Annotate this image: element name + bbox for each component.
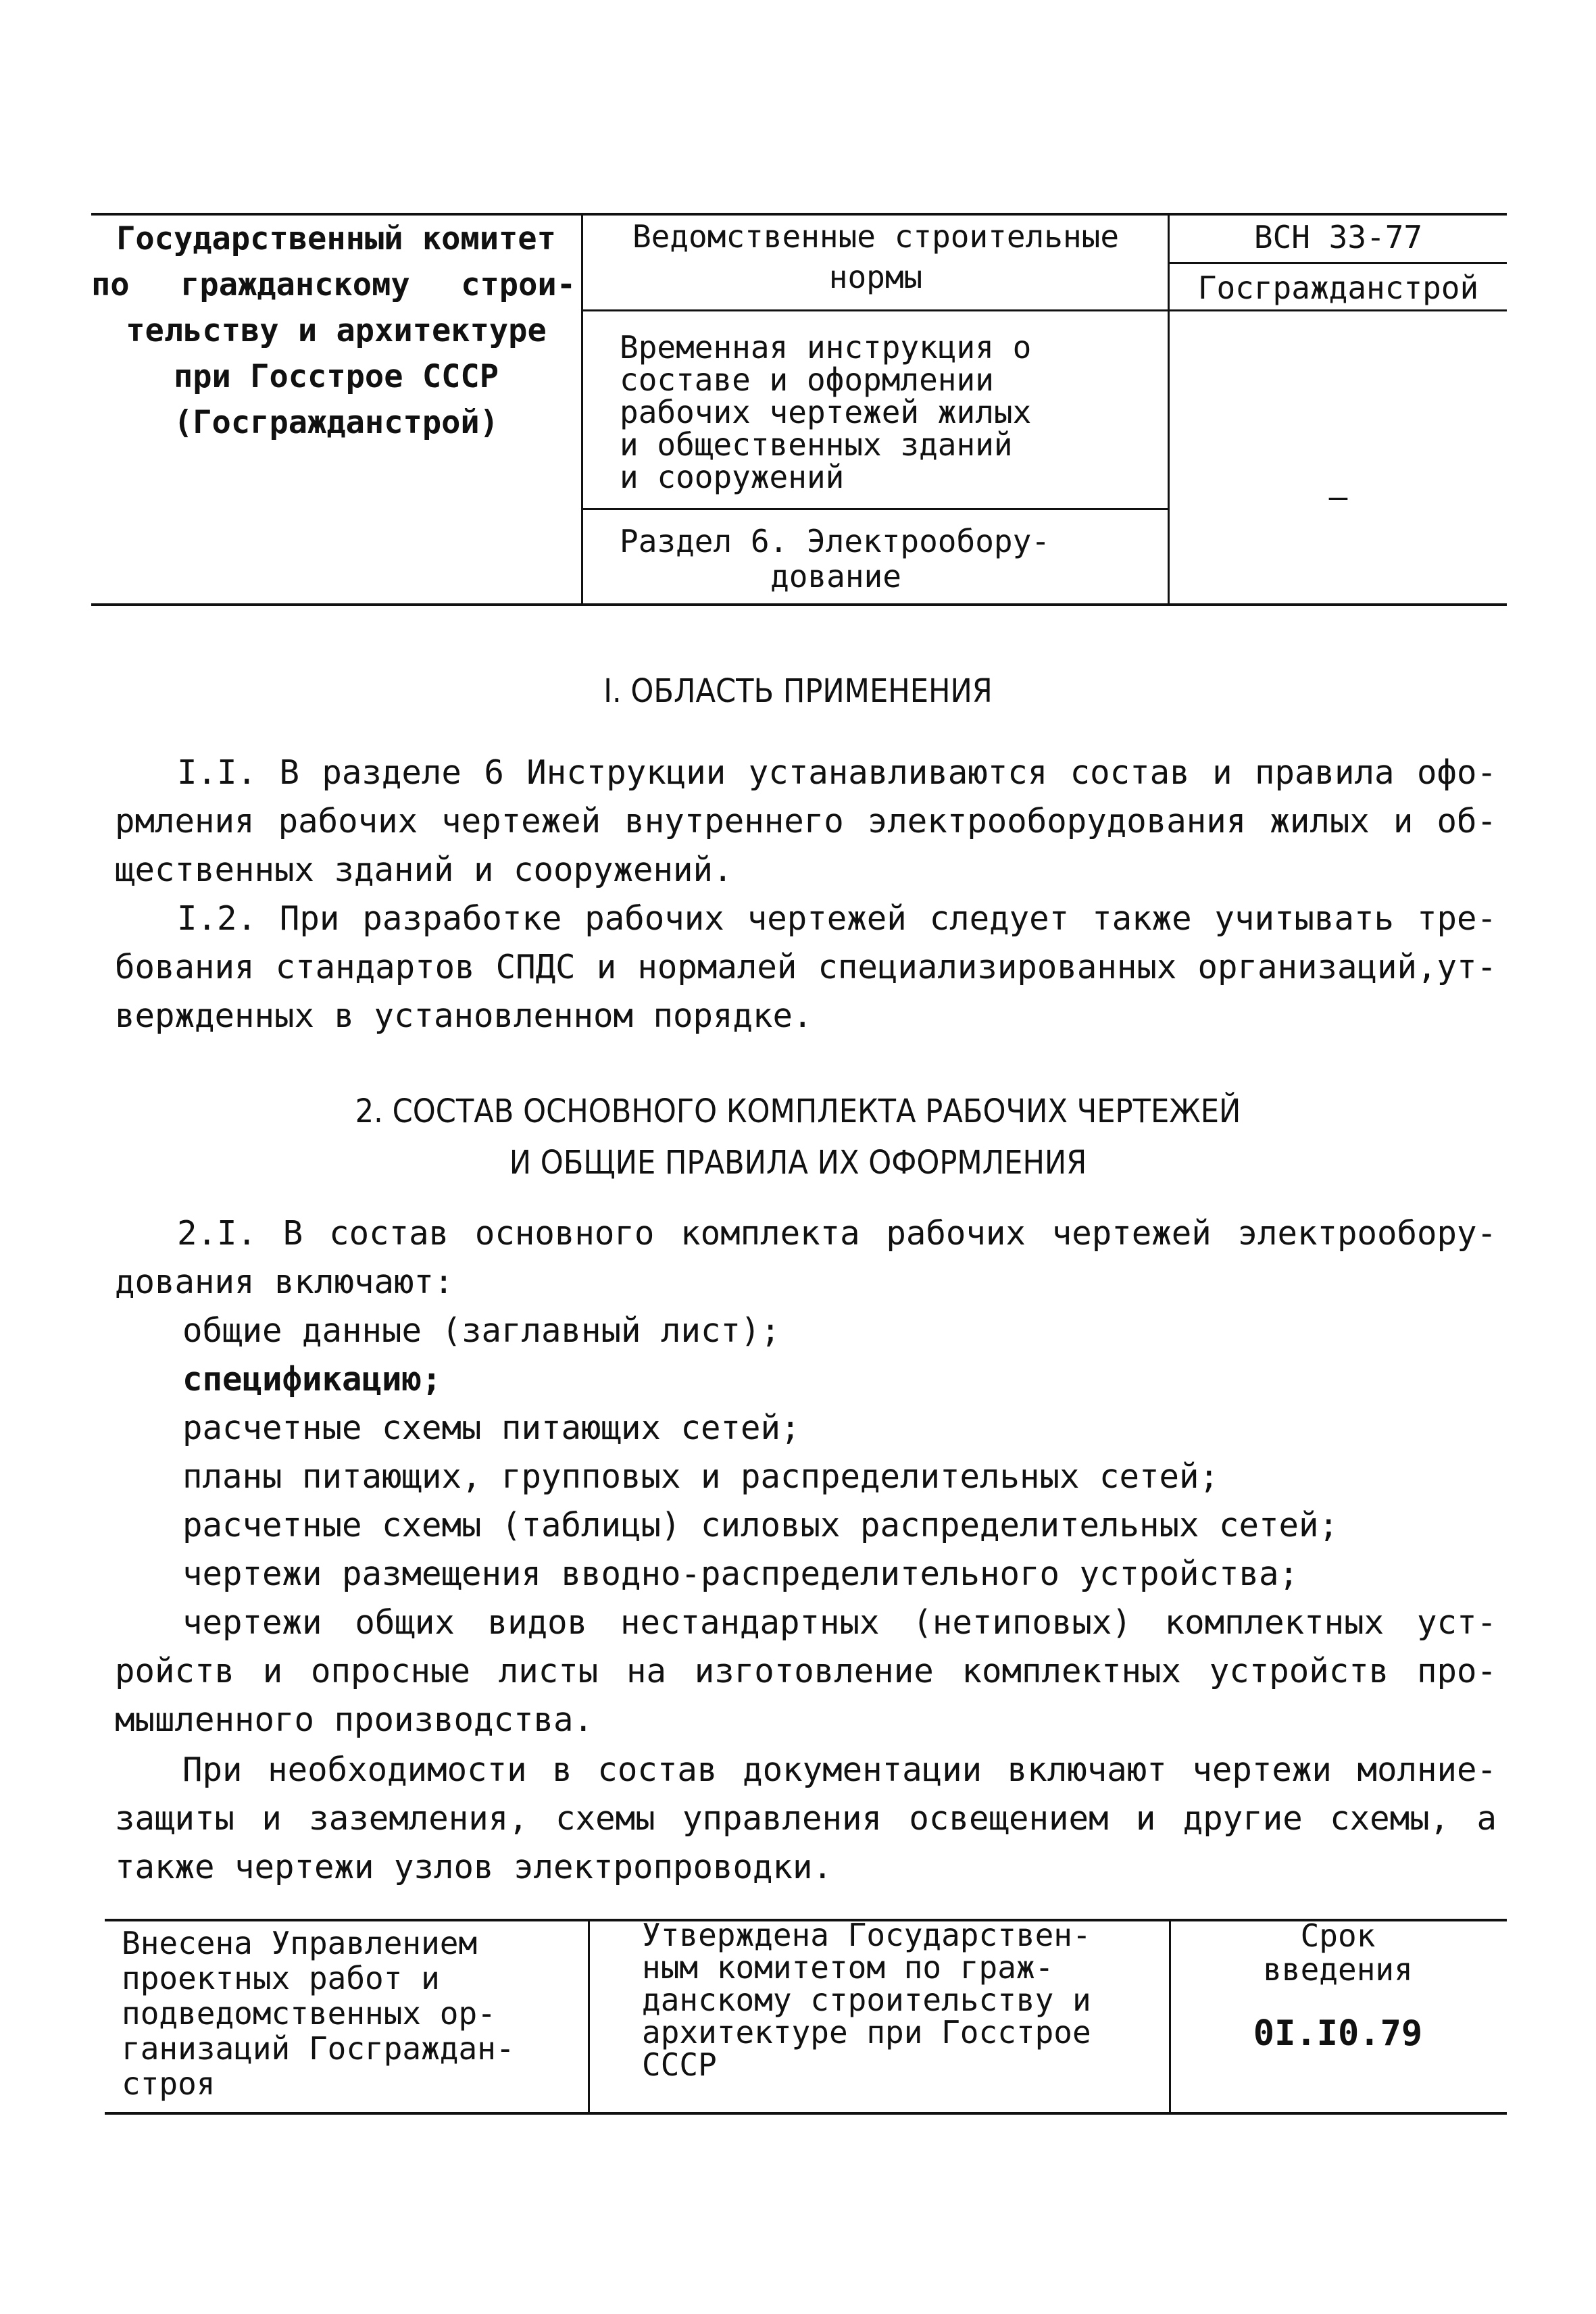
paragraph-line: I.I. В разделе 6 Инструкции устанавливаются состав и правила офо- xyxy=(177,753,1497,792)
list-item: планы питающих, групповых и распределительных сетей; xyxy=(182,1457,1220,1496)
paragraph-1-1 xyxy=(115,749,1497,895)
instruction-line: Временная инструкция о xyxy=(620,329,1032,366)
list-item: спецификацию; xyxy=(182,1360,442,1399)
norms-line: Ведомственные строительные xyxy=(632,218,1120,255)
paragraph-line: чертежи общих видов нестандартных (нетиповых) комплектных уст- xyxy=(182,1603,1497,1642)
rule xyxy=(581,309,1507,311)
approved-line: архитектуре при Госстрое xyxy=(642,2014,1091,2051)
paragraph-line: вержденных в установленном порядке. xyxy=(115,997,813,1035)
paragraph-line: бования стандартов СПДС и нормалей специализированных организаций,ут- xyxy=(115,948,1497,986)
paragraph-line: 2.I. В состав основного комплекта рабочих чертежей электрообору- xyxy=(177,1214,1497,1253)
paragraph-line: I.2. При разработке рабочих чертежей следует также учитывать тре- xyxy=(177,899,1497,938)
section-line: Раздел 6. Электрообору- xyxy=(620,523,1050,559)
approved-line: Утверждена Государствен- xyxy=(642,1917,1091,1953)
list-item: чертежи размещения вводно-распределительного устройства; xyxy=(182,1555,1299,1593)
instruction-line: составе и оформлении xyxy=(620,361,994,398)
submitted-line: подведомственных ор- xyxy=(122,1995,496,2032)
term-line: введения xyxy=(1263,1951,1413,1988)
instruction-title xyxy=(620,331,1214,493)
paragraph-line: При необходимости в состав документации включают чертежи молние- xyxy=(182,1751,1497,1789)
replaces-value: – xyxy=(1328,478,1348,515)
closing-paragraph xyxy=(115,1746,1497,1892)
org-line: тельству и архитектуре xyxy=(126,312,547,349)
approved-line: СССР xyxy=(642,2046,717,2083)
norms-line: нормы xyxy=(828,259,923,295)
instruction-line: рабочих чертежей жилых xyxy=(620,394,1032,430)
submitted-line: проектных работ и xyxy=(122,1960,440,1996)
paragraph-line: рмления рабочих чертежей внутреннего электрооборудования жилых и об- xyxy=(115,802,1497,840)
rule xyxy=(91,603,1507,606)
organization-name xyxy=(91,216,581,446)
paragraph-1-2 xyxy=(115,895,1497,1040)
drawings-list xyxy=(182,1307,1500,1599)
header-table xyxy=(91,213,1507,606)
org-line: Государственный комитет xyxy=(116,220,556,257)
org-line: (Госгражданстрой) xyxy=(173,404,499,441)
section-2-heading-line2: И ОБЩИЕ ПРАВИЛА ИХ ОФОРМЛЕНИЯ xyxy=(509,1144,1087,1182)
paragraph-line: защиты и заземления, схемы управления освещением и другие схемы, а xyxy=(115,1799,1497,1838)
list-item: расчетные схемы (таблицы) силовых распределительных сетей; xyxy=(182,1506,1339,1544)
list-item: общие данные (заглавный лист); xyxy=(182,1311,781,1350)
approved-line: ным комитетом по граж- xyxy=(642,1949,1054,1986)
paragraph-line: также чертежи узлов электропроводки. xyxy=(115,1848,833,1886)
instruction-line: и сооружений xyxy=(620,459,845,495)
approved-line: данскому строительству и xyxy=(642,1982,1091,2018)
org-line: при Госстрое СССР xyxy=(173,358,499,395)
instruction-line: и общественных зданий xyxy=(620,426,1013,463)
paragraph-line: ройств и опросные листы на изготовление комплектных устройств про- xyxy=(115,1652,1497,1690)
list-item-last xyxy=(115,1599,1497,1744)
section-1-heading: I. ОБЛАСТЬ ПРИМЕНЕНИЯ xyxy=(603,672,993,710)
paragraph-line: щественных зданий и сооружений. xyxy=(115,851,733,889)
submitted-line: Внесена Управлением xyxy=(122,1925,478,1961)
term-line: Срок xyxy=(1300,1917,1376,1954)
rule xyxy=(105,2112,1507,2115)
section-line: дование xyxy=(770,558,901,595)
section-title xyxy=(620,524,1214,594)
org-line: по гражданскому строи- xyxy=(91,266,576,303)
effective-date: 0I.I0.79 xyxy=(1253,2013,1423,2054)
approved-by xyxy=(642,1919,1250,2081)
footer-table xyxy=(105,1919,1507,2115)
paragraph-line: дования включают: xyxy=(115,1263,454,1301)
rule xyxy=(581,213,583,606)
paragraph-line: мышленного производства. xyxy=(115,1701,594,1739)
submitted-line: ганизаций Госграждан- xyxy=(122,2030,515,2067)
norms-title xyxy=(584,216,1167,297)
submitted-by xyxy=(122,1926,649,2101)
agency-name: Госгражданстрой xyxy=(1197,270,1479,306)
paragraph-2-1 xyxy=(115,1209,1497,1307)
document-code: ВСН 33-77 xyxy=(1253,219,1423,255)
section-2-heading-line1: 2. СОСТАВ ОСНОВНОГО КОМПЛЕКТА РАБОЧИХ ЧЕРТЕЖЕЙ xyxy=(355,1092,1241,1130)
submitted-line: строя xyxy=(122,2065,216,2102)
list-item: расчетные схемы питающих сетей; xyxy=(182,1409,801,1447)
rule xyxy=(581,508,1169,510)
rule xyxy=(1168,262,1507,264)
effective-term-label xyxy=(1169,1919,1507,1986)
